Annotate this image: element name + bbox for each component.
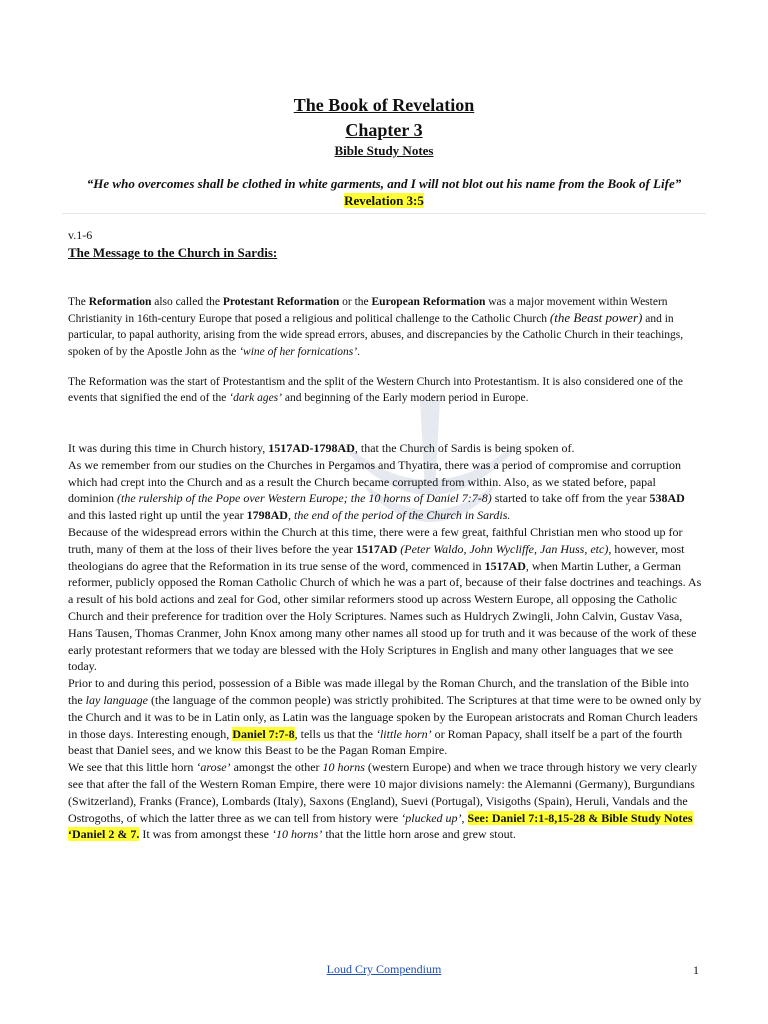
verse-range: v.1-6 (68, 228, 93, 242)
daniel-reference-highlight: Daniel 7:7-8 (232, 726, 295, 741)
paragraph-protestantism: The Reformation was the start of Protestantism and the split of the Western Church into Protestantism. It is also considered one of the events that signified the end of the ‘dark ages’ and beginning of the Early modern period in Europe. (68, 376, 683, 405)
key-verse-reference (0, 193, 768, 209)
divider (62, 213, 706, 214)
paragraph-reformation: The Reformation also called the Protestant Reformation or the European Reformation was a major movement within Western Christianity in 16th-century Europe that posed a religious and political challenge to the Catholic Church (the Beast power) and in particular, to papal authority, arising from the wide spread errors, abuses, and discrepancies by the Catholic Church in their teachings, spoken of by the Apostle John as the ‘wine of her fornications’. (68, 296, 684, 358)
page-number: 1 (693, 963, 699, 977)
subtitle: Bible Study Notes (334, 143, 434, 158)
page-title: The Book of Revelation (293, 95, 475, 115)
see-also-highlight: See: Daniel 7:1-8,15-28 & Bible Study Notes ‘Daniel 2 & 7. (68, 810, 693, 842)
chapter-title: Chapter 3 (345, 120, 423, 140)
footer-link[interactable]: Loud Cry Compendium (326, 962, 442, 976)
key-verse-quote: “He who overcomes shall be clothed in white garments, and I will not blot out his name from the Book of Life” (86, 176, 682, 191)
paragraph-sardis-history: It was during this time in Church history, 1517AD-1798AD, that the Church of Sardis is being spoken of. As we remember from our studies on the Churches in Pergamos and Thyatira, there was a period of compromise and corruption which had crept into the Church and as a result the Church became corrupted from within. Also, as we stated before, papal dominion (the rulership of the Pope over Western Europe; the 10 horns of Daniel 7:7-8) started to take off from the year 538AD and this lasted right up until the year 1798AD, the end of the period of the Church in Sardis. Because of the widespread errors within the Church at this time, there were a few great, faithful Christian men who stood up for truth, many of them at the loss of their lives before the year 1517AD (Peter Waldo, John Wycliffe, Jan Huss, etc), however, most theologians do agree that the Reformation in its true sense of the word, commenced in 1517AD, when Martin Luther, a German reformer, publicly opposed the Roman Catholic Church of which he was a part of, because of their false doctrines and teachings. As a result of his bold actions and zeal for God, other similar reformers stood up across Western Europe, all opposing the Catholic Church and their preference for tradition over the Holy Scriptures. Names such as Huldrych Zwingli, John Calvin, Gustav Vasa, Hans Tausen, Thomas Cranmer, John Knox among many other names all stood up for truth and it was because of the work of these early protestant reformers that we today are blessed with the Holy Scriptures in English and many other languages that we see today. Prior to and during this period, possession of a Bible was made illegal by the Roman Church, and the translation of the Bible into the lay language (the language of the common people) was strictly prohibited. The Scriptures at that time were to be owned only by the Church and it was to be in Latin only, as Latin was the language spoken by the European aristocrats and Roman Church leaders in those days. Interesting enough, Daniel 7:7-8, tells us that the ‘little horn’ or Roman Papacy, shall itself be a part of the fourth beast that Daniel sees, and we know this Beast to be the Pagan Roman Empire. We see that this little horn ‘arose’ amongst the other 10 horns (western Europe) and when we trace through history we very clearly see that after the fall of the Western Roman Empire, there were 10 major divisions namely: the Alemanni (Germany), Burgundians (Switzerland), Franks (France), Lombards (Italy), Saxons (England), Suevi (Portugal), Visigoths (Spain), Heruli, Vandals and the Ostrogoths, of which the latter three as we can tell from history were ‘plucked up’, See: Daniel 7:1-8,15-28 & Bible Study Notes ‘Daniel 2 & 7. It was from amongst these ‘10 horns’ that the little horn arose and grew stout. (68, 441, 702, 842)
key-verse-reference-text: Revelation 3:5 (344, 193, 424, 208)
section-heading: The Message to the Church in Sardis: (68, 245, 278, 260)
